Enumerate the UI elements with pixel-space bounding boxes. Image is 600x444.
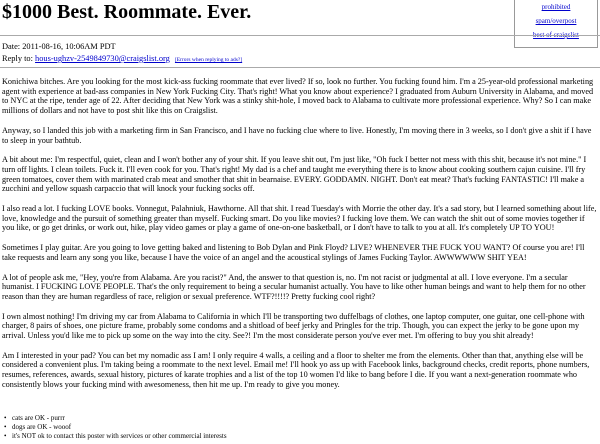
reply-email-link[interactable]: hous-ughzv-2549849730@craigslist.org	[35, 54, 170, 63]
body-paragraph: A lot of people ask me, "Hey, you're from Alabama. Are you racist?" And, the answer to that question is, no. I'm not racist or judgmental at all. I love everyone. I'm a secular humanist. I FUCKING LOVE PEOPLE. That's the only requirement to being a secular humanist actually. You have to like other human beings and want to help them for no other reason than they are human regardless of race, religion or sexual preference. WTF?!!!!? Pretty fucking cool right?	[2, 272, 586, 301]
attribute-item: • it's NOT ok to contact this poster with services or other commercial interests	[4, 432, 227, 441]
posting-date: Date: 2011-08-16, 10:06AM PDT	[2, 42, 116, 51]
body-paragraph: Sometimes I play guitar. Are you going to love getting baked and listening to Bob Dylan and Pink Floyd? LIVE? WHENEVER THE FUCK YOU WANT? Of course you are! I'll take requests and learn any song you like, because I have the voice of an angel and the acoustical stylings of James Fucking Taylor. AWWWWWW SHIT YEA!	[2, 243, 585, 262]
attribute-item: • cats are OK - purrr	[4, 414, 227, 423]
divider	[0, 67, 600, 68]
body-paragraph: Konichiwa bitches. Are you looking for the most kick-ass fucking roommate that ever lived? If so, look no further. You fucking found him. I'm a 25-year-old professional marketing agent with experience at bad-ass companies in New York Fucking City. That's right! What you know about experience? I graduated from Auburn University in Alabama, and moved to NYC at the ripe, tender age of 22. After deciding that New York was a stinky shit-hole, I moved back to Alabama to cultivate more professional experience. Why? So I can make millions of dollars and not have to post shit like this on Craigslist.	[2, 77, 594, 116]
body-paragraph: I also read a lot. I fucking LOVE books. Vonnegut, Palahniuk, Hawthorne. All that shit. I read Tuesday's with Morrie the other day. It's a sad story, but I learned something about life, love, knowledge and the pursuit of something greater than myself. Fucking smart. Do you like movies? I fucking love them. We can watch the shit out of some movies together if you like, or go get drinks, or work out, hike, play video games or play a game of one-on-one basketball, or I don't have to talk to you at all. It's completely UP TO YOU!	[2, 204, 597, 233]
divider	[0, 35, 600, 36]
body-paragraph: A bit about me: I'm respectful, quiet, clean and I won't bother any of your shit. If you leave shit out, I'm just like, "Oh fuck I better not mess with this shit, because it's not mine." I turn off lights. I clean toilets. Fuck it. I'll even cook for you. That's right! My dad is a chef and taught me everything there is to know about cooking southern cajun cuisine. I'll fry green tomatoes, cover them with marinated crab meat and smother that shit in bearnaise. EVERY. GODDAMN. NIGHT. Don't eat meat? That's fucking FANTASTIC! I'll make a zucchini and yellow squash carpaccio that will knock your fucking socks off.	[2, 155, 587, 194]
attribute-item: • dogs are OK - wooof	[4, 423, 227, 432]
posting-body	[2, 77, 598, 400]
flag-spam-link[interactable]: spam/overpost	[535, 17, 577, 25]
reply-errors-link[interactable]: [Errors when replying to ads?]	[174, 57, 243, 63]
body-paragraph: Am I interested in your pad? You can bet my nomadic ass I am! I only require 4 walls, a ceiling and a floor to shelter me from the elements. Other than that, anything else will be considered a convenient plus. I'm taking being a roommate to the next level. Email me! I'll hook yo ass up with Facebook links, background checks, credit reports, phone numbers, resumes, references, awards, sexual history, pictures of karate trophies and a list of the top 10 women I'd like to bang before I die. If you want a next-generation roommate who consistently blows your fucking mind with awesomeness, then hit me up. I'm ready to give you money.	[2, 350, 590, 389]
flag-box	[514, 0, 598, 48]
posting-title: $1000 Best. Roommate. Ever.	[2, 1, 252, 23]
body-paragraph: Anyway, so I landed this job with a marketing firm in San Francisco, and I have no fucking clue where to live. Honestly, I'm moving there in 3 weeks, so I don't give a shit if I have to sleep in your bathtub.	[2, 125, 592, 145]
body-paragraph: I own almost nothing! I'm driving my car from Alabama to California in which I'll be transporting two duffelbags of clothes, one laptop computer, one guitar, one cell-phone with charger, 8 pairs of shoes, one picture frame, probably some condoms and a shitload of beef jerky and Pringles for the trip. Though, you can expect the jerky to be gone upon my arrival. Unless you'd like me to pick up some on the way into the city. See?! I'm the most considerate person you've ever met. I'm offering to buy you shit already!	[2, 311, 585, 341]
reply-line	[2, 54, 242, 65]
flag-best-of-link[interactable]: best of craigslist	[533, 31, 579, 39]
flag-prohibited-link[interactable]: prohibited	[541, 3, 571, 11]
reply-label: Reply to:	[2, 54, 33, 63]
posting-attributes	[4, 414, 227, 442]
